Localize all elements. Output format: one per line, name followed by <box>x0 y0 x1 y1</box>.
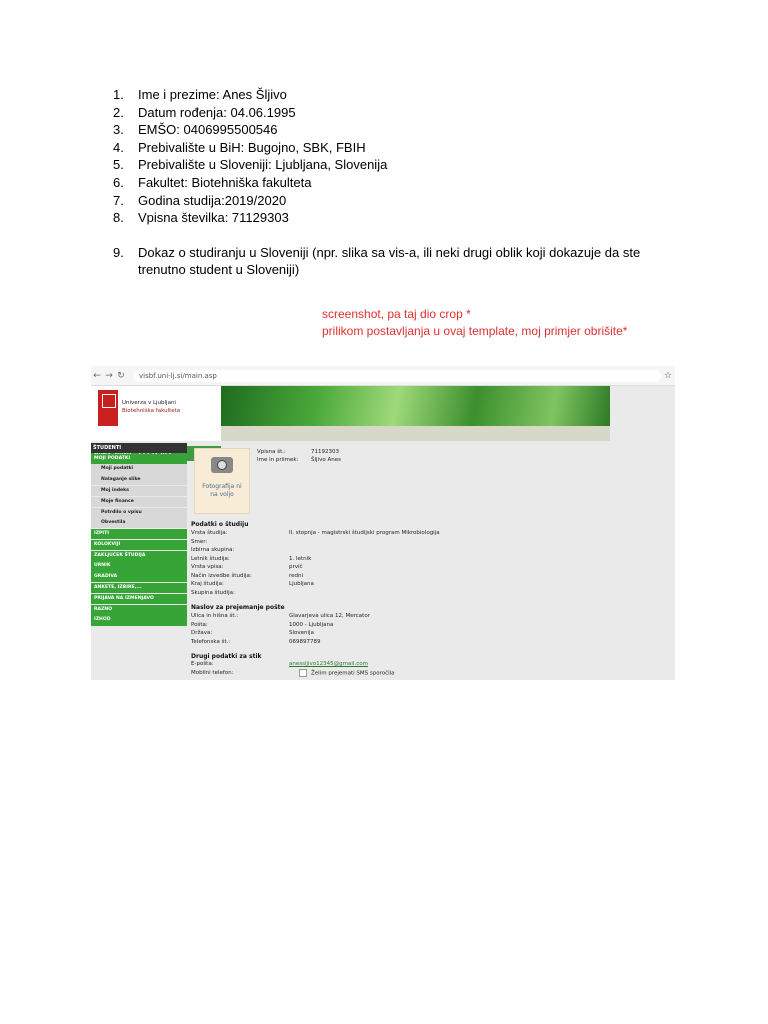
naslov-block <box>191 612 370 646</box>
sidebar-item[interactable]: KOLOKVIJI <box>91 540 187 550</box>
info-label: Smer: <box>191 538 208 545</box>
university-logo <box>98 390 218 426</box>
info-row <box>191 638 370 647</box>
list-text: Ime i prezime: Anes Šljivo <box>138 87 287 102</box>
info-row <box>191 580 440 589</box>
info-value: redni <box>289 572 304 579</box>
url-text: visbf.uni-lj.si/main.asp <box>139 371 217 380</box>
logo-line-2: Biotehniška fakulteta <box>122 408 181 414</box>
sidebar-item[interactable]: Moje finance <box>91 497 187 507</box>
info-value: II. stopnja - magistrski študijski program Mikrobiologija <box>289 530 440 536</box>
list-text: Godina studija:2019/2020 <box>138 192 287 208</box>
info-label: Država: <box>191 630 213 636</box>
info-row <box>191 555 440 564</box>
forward-icon[interactable]: → <box>105 370 113 381</box>
list-item <box>113 104 648 122</box>
list-number: 8. <box>113 210 124 226</box>
list-number: 2. <box>113 104 124 120</box>
info-value: Ljubljana <box>289 581 314 587</box>
contact-block: E-pošta: anessljivo12345@gmail.com Mobilni telefon: Želim prejemati SMS sporočila <box>191 661 395 676</box>
list-item <box>113 192 648 210</box>
list-item <box>113 209 648 227</box>
email-link[interactable]: anessljivo12345@gmail.com <box>289 661 368 667</box>
info-label: Način izvedbe študija: <box>191 572 252 579</box>
sidebar-item[interactable]: IZPITI <box>91 529 187 539</box>
list-text: Prebivalište u Sloveniji: Ljubljana, Slovenija <box>138 157 388 173</box>
bookmark-star-icon[interactable]: ☆ <box>663 370 673 381</box>
info-row <box>191 572 440 581</box>
info-row <box>191 529 440 538</box>
info-value: 069897789 <box>289 638 321 645</box>
instruction-note <box>322 306 627 339</box>
crest-icon <box>98 390 118 426</box>
info-row <box>191 612 370 621</box>
numbered-list <box>113 86 648 279</box>
back-icon[interactable]: ← <box>93 370 101 381</box>
address-bar[interactable] <box>133 370 661 382</box>
info-value: Slovenija <box>289 630 314 636</box>
student-id-info: Vpisna št.: 71192303 Ime in priimek: Šljivo Anes <box>257 449 341 463</box>
list-item <box>113 139 648 157</box>
camera-icon <box>211 457 233 473</box>
list-text: Datum rođenja: 04.06.1995 <box>138 104 296 120</box>
list-item <box>113 244 648 279</box>
info-row <box>191 621 370 630</box>
sidebar-item[interactable]: MOJI PODATKI <box>91 454 187 464</box>
info-row <box>191 563 440 572</box>
list-item <box>113 121 648 139</box>
browser-toolbar <box>91 366 675 386</box>
list-text: EMŠO: 0406995500546 <box>138 122 278 138</box>
studij-title: Podatki o študiju <box>191 521 249 528</box>
list-number: 3. <box>113 122 124 138</box>
info-row <box>191 546 440 555</box>
info-row <box>191 629 370 638</box>
photo-placeholder <box>194 448 250 514</box>
info-label: Letnik študija: <box>191 555 230 562</box>
sidebar-item[interactable]: ZAKLJUČEK ŠTUDIJA <box>91 551 187 561</box>
photo-caption: Fotografija ni na voljo <box>202 483 242 498</box>
info-label: Skupina študija: <box>191 589 235 596</box>
list-item <box>113 156 648 174</box>
sidebar-item[interactable]: Moj indeks <box>91 486 187 496</box>
list-item <box>113 174 648 192</box>
info-label: Vrsta vpisa: <box>191 564 224 570</box>
note-line-1: screenshot, pa taj dio crop * <box>322 307 471 321</box>
info-label: Telefonska št.: <box>191 638 231 645</box>
info-label: Izbirna skupina: <box>191 547 235 553</box>
info-label: Kraj študija: <box>191 581 224 587</box>
list-text: Dokaz o studiranju u Sloveniji (npr. slika sa vis-a, ili neki drugi oblik koji dokazuje da ste trenutno student u Sloveniji) <box>138 244 641 278</box>
reload-icon[interactable]: ↻ <box>117 370 125 381</box>
list-item <box>113 86 648 104</box>
site-banner <box>91 386 610 441</box>
list-text: Fakultet: Biotehniška fakulteta <box>138 174 312 190</box>
info-value: prvič <box>289 564 303 570</box>
list-number: 1. <box>113 87 124 102</box>
sidebar-item[interactable]: Moji podatki <box>91 464 187 474</box>
sidebar-item[interactable]: Obvestila <box>91 518 187 528</box>
banner-strip <box>221 426 610 441</box>
list-number: 9. <box>113 244 124 260</box>
info-label: Vrsta študija: <box>191 530 228 536</box>
list-number: 5. <box>113 157 124 173</box>
ime-value: Šljivo Anes <box>311 456 341 463</box>
list-text: Vpisna številka: 71129303 <box>138 210 289 226</box>
sidebar-title: ŠTUDENTI <box>91 443 187 453</box>
sidebar-item[interactable]: Nalaganje slike <box>91 475 187 485</box>
sidebar-item[interactable]: URNIK <box>91 561 187 571</box>
list-number: 4. <box>113 139 124 155</box>
list-number: 6. <box>113 174 124 190</box>
sidebar <box>91 443 187 626</box>
info-value: 1. letnik <box>289 555 312 562</box>
vpisna-value: 71192303 <box>311 449 339 455</box>
info-value: Glavarjeva ulica 12, Mercator <box>289 613 370 619</box>
sidebar-item[interactable]: IZHOD <box>91 615 187 625</box>
sidebar-item[interactable]: ANKETE, IZBIRE,... <box>91 583 187 593</box>
sidebar-item[interactable]: Potrdilo o vpisu <box>91 508 187 518</box>
embedded-screenshot <box>91 366 675 680</box>
studij-block <box>191 529 440 597</box>
sidebar-item[interactable]: PRIJAVA NA IZMENJAVO <box>91 594 187 604</box>
list-text: Prebivalište u BiH: Bugojno, SBK, FBIH <box>138 139 366 155</box>
note-line-2: prilikom postavljanja u ovaj template, moj primjer obrišite* <box>322 323 628 338</box>
sidebar-item[interactable]: RAZNO <box>91 605 187 615</box>
logo-line-1: Univerza v Ljubljani <box>122 400 176 406</box>
info-value: 1000 - Ljubljana <box>289 621 334 628</box>
leaf-banner-image <box>221 386 610 426</box>
info-row <box>191 589 440 598</box>
info-label: Ulica in hišna št.: <box>191 613 239 619</box>
info-row <box>191 538 440 547</box>
sidebar-item[interactable]: GRADIVA <box>91 572 187 582</box>
naslov-title: Naslov za prejemanje pošte <box>191 604 285 611</box>
info-label: Pošta: <box>191 621 208 628</box>
sms-checkbox[interactable] <box>299 669 307 677</box>
sms-label: Želim prejemati SMS sporočila <box>311 670 395 676</box>
list-number: 7. <box>113 192 124 208</box>
drugi-title: Drugi podatki za stik <box>191 653 262 660</box>
